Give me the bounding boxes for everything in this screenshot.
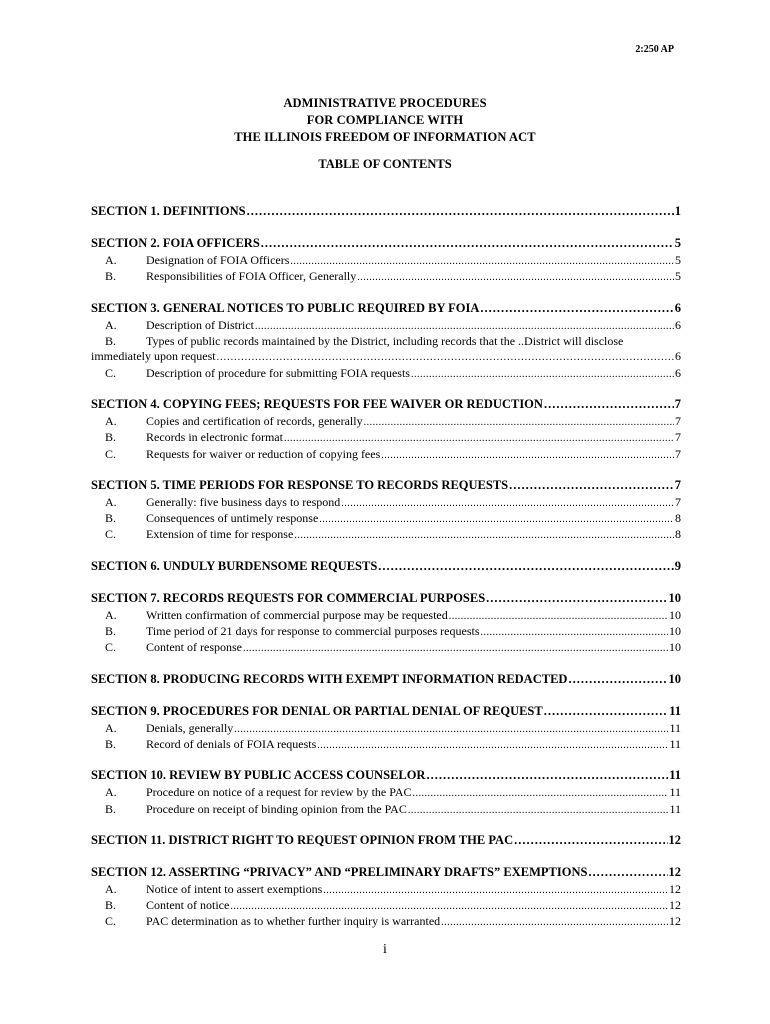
subsection-title: Extension of time for response <box>146 527 294 542</box>
toc-subsection-entry[interactable] <box>91 721 681 737</box>
section-page-number: 11 <box>669 703 681 718</box>
subsection-title: Generally: five business days to respond <box>146 494 341 509</box>
section-page-number: 9 <box>674 558 681 573</box>
toc-subsection-entry[interactable] <box>91 785 681 801</box>
subsection-page-number: 11 <box>669 736 681 751</box>
section-title: SECTION 12. ASSERTING “PRIVACY” AND “PRELIMINARY DRAFTS” EXEMPTIONS <box>91 864 588 879</box>
dot-leader <box>411 366 674 382</box>
toc-section-entry[interactable] <box>91 864 681 882</box>
subsection-title: Content of notice <box>146 898 230 913</box>
section-title: SECTION 4. COPYING FEES; REQUESTS FOR FEE WAIVER OR REDUCTION <box>91 396 543 411</box>
toc-subsection-entry[interactable] <box>91 527 681 543</box>
section-title: SECTION 8. PRODUCING RECORDS WITH EXEMPT INFORMATION REDACTED <box>91 671 568 686</box>
subsection-letter: A. <box>105 253 117 267</box>
section-title: SECTION 10. REVIEW BY PUBLIC ACCESS COUNSELOR <box>91 768 426 783</box>
subsection-title: Time period of 21 days for response to commercial purposes requests <box>146 624 480 639</box>
section-page-number: 10 <box>668 671 681 686</box>
dot-leader <box>234 721 668 737</box>
toc-section-entry[interactable] <box>91 767 681 785</box>
dot-leader <box>408 802 669 818</box>
subsection-page-number: 5 <box>675 253 681 267</box>
dot-leader <box>441 914 668 930</box>
dot-leader <box>323 882 668 898</box>
subsection-page-number: 7 <box>675 446 681 461</box>
subsection-title: Consequences of untimely response <box>146 511 319 526</box>
toc-section-entry[interactable] <box>91 671 681 689</box>
toc-subsection-entry[interactable] <box>91 802 681 818</box>
toc-section-entry[interactable] <box>91 300 681 318</box>
title-line: THE ILLINOIS FREEDOM OF INFORMATION ACT <box>234 130 536 144</box>
subsection-title: PAC determination as to whether further inquiry is warranted <box>146 914 441 929</box>
subsection-letter: B. <box>105 269 117 284</box>
section-title: SECTION 9. PROCEDURES FOR DENIAL OR PARTIAL DENIAL OF REQUEST <box>91 703 543 718</box>
dot-leader <box>449 608 668 624</box>
toc-subsection-entry[interactable] <box>91 430 681 446</box>
toc-subsection-entry[interactable] <box>91 640 681 656</box>
toc-subsection-entry[interactable] <box>91 269 681 285</box>
toc-section-entry[interactable] <box>91 235 681 253</box>
toc-section <box>91 300 681 382</box>
dot-leader <box>544 703 668 719</box>
dot-leader <box>509 477 674 493</box>
dot-leader <box>290 253 674 269</box>
subsection-letter: B. <box>105 801 117 816</box>
dot-leader <box>255 318 674 334</box>
toc-subsection-entry[interactable] <box>91 495 681 511</box>
subsection-page-number: 10 <box>669 640 681 655</box>
subsection-page-number: 8 <box>675 527 681 542</box>
subsection-page-number: 7 <box>675 413 681 428</box>
dot-leader <box>480 300 673 316</box>
toc-subsection-entry[interactable] <box>91 624 681 640</box>
subsection-page-number: 12 <box>669 914 681 929</box>
section-page-number: 12 <box>668 832 681 847</box>
page-number: i <box>383 942 387 957</box>
dot-leader <box>378 558 673 574</box>
dot-leader <box>486 590 667 606</box>
dot-leader <box>317 737 668 753</box>
toc-section-entry[interactable] <box>91 558 681 576</box>
subsection-title: Description of procedure for submitting FOIA requests <box>146 365 410 380</box>
dot-leader <box>294 527 674 543</box>
toc-section <box>91 832 681 850</box>
toc-heading: TABLE OF CONTENTS <box>318 157 452 171</box>
subsection-page-number: 7 <box>675 430 681 445</box>
document-title <box>0 95 770 146</box>
dot-leader <box>426 767 668 783</box>
subsection-title: Copies and certification of records, generally <box>146 413 363 428</box>
subsection-letter: C. <box>105 446 117 461</box>
toc-subsection-entry[interactable] <box>91 898 681 914</box>
subsection-letter: B. <box>105 511 117 526</box>
toc-subsection-entry[interactable] <box>91 253 681 269</box>
subsection-title: Content of response <box>146 640 242 655</box>
section-title: SECTION 11. DISTRICT RIGHT TO REQUEST OPINION FROM THE PAC <box>91 832 514 847</box>
subsection-letter: C. <box>105 527 117 542</box>
subsection-page-number: 6 <box>675 317 681 332</box>
subsection-letter: B. <box>105 624 117 639</box>
toc-section <box>91 396 681 463</box>
subsection-page-number: 6 <box>675 365 681 380</box>
toc-section-entry[interactable] <box>91 396 681 414</box>
section-title: SECTION 1. DEFINITIONS <box>91 204 246 218</box>
subsection-page-number: 7 <box>675 494 681 509</box>
section-title: SECTION 7. RECORDS REQUESTS FOR COMMERCIAL PURPOSES <box>91 590 486 605</box>
subsection-title: Notice of intent to assert exemptions <box>146 881 323 896</box>
section-page-number: 6 <box>674 300 681 315</box>
subsection-letter: B. <box>105 333 117 348</box>
dot-leader <box>357 269 674 285</box>
subsection-letter: A. <box>105 785 117 800</box>
toc-section <box>91 558 681 576</box>
toc-subsection-entry[interactable] <box>91 414 681 430</box>
toc-section <box>91 864 681 931</box>
subsection-letter: A. <box>105 881 117 896</box>
subsection-letter: A. <box>105 494 117 509</box>
dot-leader <box>381 447 674 463</box>
subsection-title: Records in electronic format <box>146 430 283 445</box>
section-page-number: 5 <box>674 236 681 250</box>
subsection-letter: C. <box>105 365 117 380</box>
table-of-contents <box>91 203 681 945</box>
subsection-page-number: 11 <box>669 801 681 816</box>
subsection-page-number: 5 <box>675 269 681 284</box>
dot-leader <box>284 430 674 446</box>
dot-leader <box>481 624 669 640</box>
section-title: SECTION 3. GENERAL NOTICES TO PUBLIC REQUIRED BY FOIA <box>91 300 480 315</box>
policy-code: 2:250 AP <box>635 44 674 55</box>
section-page-number: 7 <box>674 396 681 411</box>
title-line: ADMINISTRATIVE PROCEDURES <box>283 96 487 110</box>
subsection-letter: C. <box>105 640 117 655</box>
toc-section-entry[interactable] <box>91 477 681 495</box>
subsection-page-number: 12 <box>669 881 681 896</box>
subsection-title: Procedure on receipt of binding opinion from the PAC <box>146 801 407 816</box>
section-page-number: 12 <box>668 864 681 879</box>
subsection-title: Description of District <box>146 317 254 332</box>
section-page-number: 7 <box>674 477 681 492</box>
subsection-title: Types of public records maintained by the District, including records that the ..District will disclose <box>146 333 624 348</box>
dot-leader <box>514 832 667 848</box>
toc-section <box>91 590 681 657</box>
subsection-title: Denials, generally <box>146 720 234 735</box>
section-title: SECTION 5. TIME PERIODS FOR RESPONSE TO RECORDS REQUESTS <box>91 477 509 492</box>
toc-subsection-entry[interactable] <box>91 608 681 624</box>
subsection-letter: A. <box>105 413 117 428</box>
toc-section-entry[interactable] <box>91 203 681 221</box>
dot-leader <box>230 898 668 914</box>
subsection-title: Requests for waiver or reduction of copying fees <box>146 446 381 461</box>
dot-leader <box>261 235 674 251</box>
toc-subsection-entry[interactable] <box>91 882 681 898</box>
subsection-page-number: 11 <box>669 785 681 800</box>
subsection-page-number: 6 <box>675 349 681 364</box>
dot-leader <box>217 350 674 366</box>
toc-subsection-entry[interactable] <box>91 334 681 366</box>
subsection-letter: A. <box>105 720 117 735</box>
toc-subsection-entry[interactable] <box>91 366 681 382</box>
subsection-title: Record of denials of FOIA requests <box>146 736 317 751</box>
toc-section <box>91 203 681 221</box>
subsection-title: Written confirmation of commercial purpose may be requested <box>146 607 448 622</box>
subsection-letter: B. <box>105 430 117 445</box>
subsection-page-number: 12 <box>669 898 681 913</box>
subsection-title-continued: immediately upon request <box>91 349 216 364</box>
toc-subsection-entry[interactable] <box>91 318 681 334</box>
toc-section <box>91 235 681 286</box>
dot-leader <box>247 203 674 219</box>
dot-leader <box>319 511 674 527</box>
dot-leader <box>412 785 668 801</box>
toc-section-entry[interactable] <box>91 832 681 850</box>
toc-section <box>91 477 681 544</box>
subsection-letter: B. <box>105 736 117 751</box>
toc-section <box>91 671 681 689</box>
section-page-number: 10 <box>668 590 681 605</box>
subsection-page-number: 10 <box>669 607 681 622</box>
subsection-letter: A. <box>105 317 117 332</box>
subsection-page-number: 11 <box>669 720 681 735</box>
subsection-page-number: 10 <box>669 624 681 639</box>
toc-subsection-entry[interactable] <box>91 511 681 527</box>
subsection-letter: C. <box>105 914 117 929</box>
section-page-number: 11 <box>669 768 681 783</box>
dot-leader <box>341 495 674 511</box>
dot-leader <box>243 640 668 656</box>
toc-section <box>91 767 681 818</box>
subsection-title: Procedure on notice of a request for review by the PAC <box>146 785 412 800</box>
subsection-title: Responsibilities of FOIA Officer, Generally <box>146 269 357 284</box>
dot-leader <box>544 396 674 412</box>
toc-section-entry[interactable] <box>91 590 681 608</box>
toc-subsection-entry[interactable] <box>91 737 681 753</box>
dot-leader <box>588 864 667 880</box>
subsection-title: Designation of FOIA Officers <box>146 253 290 267</box>
section-page-number: 1 <box>674 204 681 218</box>
toc-subsection-entry[interactable] <box>91 447 681 463</box>
toc-section <box>91 703 681 754</box>
dot-leader <box>568 671 667 687</box>
section-title: SECTION 6. UNDULY BURDENSOME REQUESTS <box>91 558 378 573</box>
subsection-letter: B. <box>105 898 117 913</box>
subsection-page-number: 8 <box>675 511 681 526</box>
toc-section-entry[interactable] <box>91 703 681 721</box>
dot-leader <box>364 414 674 430</box>
toc-subsection-entry[interactable] <box>91 914 681 930</box>
section-title: SECTION 2. FOIA OFFICERS <box>91 236 260 250</box>
title-line: FOR COMPLIANCE WITH <box>306 113 464 127</box>
subsection-letter: A. <box>105 607 117 622</box>
